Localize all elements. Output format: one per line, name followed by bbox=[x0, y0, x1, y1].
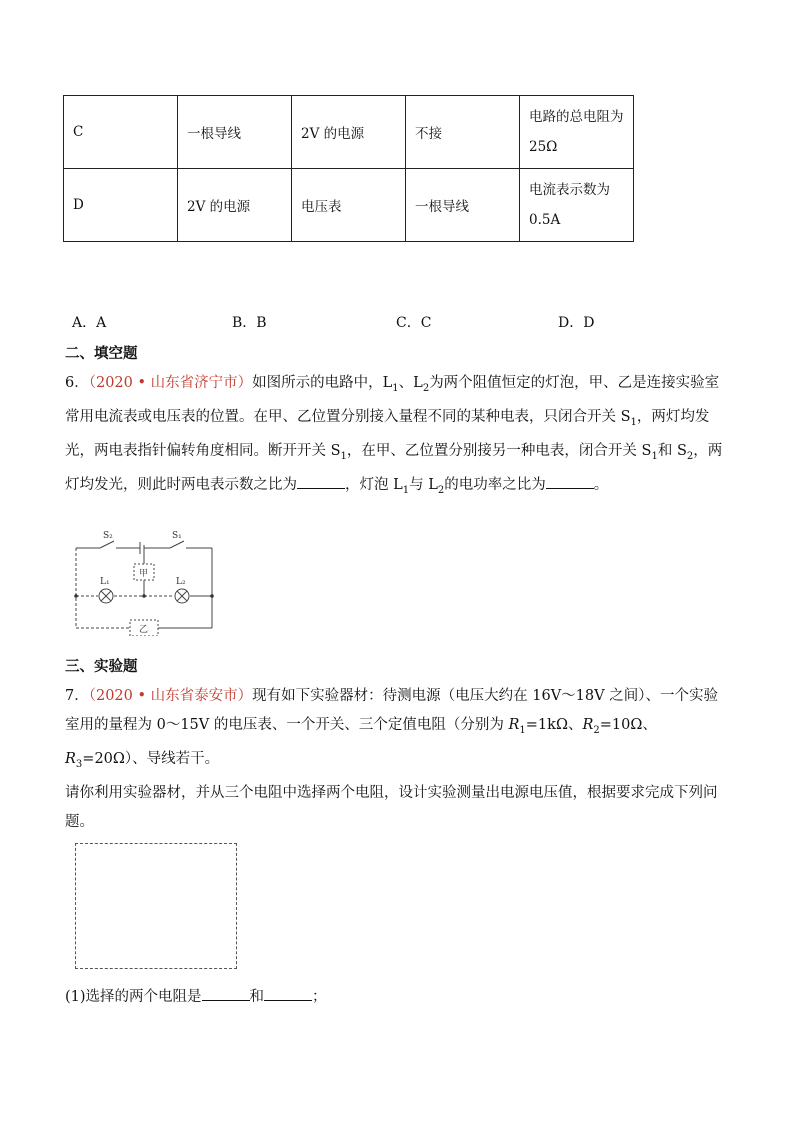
lamp-l2-label: L₂ bbox=[176, 577, 186, 587]
answer-blank[interactable] bbox=[297, 474, 345, 489]
answer-blank[interactable] bbox=[202, 986, 250, 1001]
table-cell: 2V 的电源 bbox=[292, 96, 406, 169]
table-cell bbox=[520, 169, 634, 242]
choice-b[interactable]: B．B bbox=[232, 315, 267, 331]
circuit-drawing-box[interactable] bbox=[75, 843, 237, 969]
table-cell: 2V 的电源 bbox=[178, 169, 292, 242]
circuit-diagram bbox=[70, 528, 220, 636]
question-source: （2020 • 山东省济宁市） bbox=[88, 375, 253, 391]
cell-line: 电流表示数为 bbox=[529, 182, 610, 198]
table-cell: 一根导线 bbox=[178, 96, 292, 169]
table-cell: D bbox=[64, 169, 178, 242]
table-row bbox=[64, 169, 634, 242]
table-row bbox=[64, 96, 634, 169]
options-table bbox=[63, 95, 634, 242]
choice-c[interactable]: C．C bbox=[396, 315, 432, 331]
lamp-l1-label: L₁ bbox=[100, 577, 110, 587]
choice-d[interactable]: D．D bbox=[558, 315, 595, 331]
table-cell: 电压表 bbox=[292, 169, 406, 242]
question-6: 6．（2020 • 山东省济宁市）如图所示的电路中，$L_1$、$L_2$为两个阻值恒定的灯泡，甲、乙是连接实验室常用电流表或电压表的位置。在甲、乙位置分别接入量程不同的某种电表，只闭合开关 $S_1$，两灯均发光，两电表指针偏转角度相同。断开开关 $S_1$，在甲、乙位置分别接另一种电表，闭合开关 $S_1$和 $S_2$，两灯均发光，则此时两电表示数之比为 ，灯泡 $L_1$与 $L_2$的电功率之比为 。 bbox=[65, 375, 723, 496]
table-cell bbox=[520, 96, 634, 169]
table-cell: 不接 bbox=[406, 96, 520, 169]
switch-s1-label: S₁ bbox=[172, 531, 182, 541]
choice-a[interactable]: A．A bbox=[72, 315, 107, 331]
question-7-instruction: 请你利用实验器材，并从三个电阻中选择两个电阻，设计实验测量出电源电压值，根据要求完成下列问题。 bbox=[65, 784, 718, 830]
question-source: （2020 • 山东省泰安市） bbox=[88, 688, 253, 704]
answer-blank[interactable] bbox=[264, 986, 312, 1001]
table-cell: C bbox=[64, 96, 178, 169]
cell-line: 电路的总电阻为 bbox=[529, 109, 624, 125]
question-7: 7．（2020 • 山东省泰安市）现有如下实验器材：待测电源（电压大约在 16V～18V 之间）、一个实验室用的量程为 0～15V 的电压表、一个开关、三个定值电阻（分别为 $R_1=1k\Omega$、$R_2=10\Omega$、$R_3=20\Omega$）、导线若干。 请你利用实验器材，并从三个电阻中选择两个电阻，设计实验测量出电源电压值，根据要求完成下列问题。 bbox=[65, 682, 725, 837]
answer-blank[interactable] bbox=[546, 474, 594, 489]
cell-line: 0.5A bbox=[529, 212, 561, 228]
question-7-part-1: (1)选择的两个电阻是 和 ； bbox=[65, 983, 725, 1012]
switch-s2-label: S₂ bbox=[103, 531, 113, 541]
meter-yi-label: 乙 bbox=[139, 625, 149, 635]
section-title-experiment: 三、实验题 bbox=[65, 659, 138, 675]
section-title-fill-blank: 二、填空题 bbox=[65, 346, 138, 362]
meter-jia-label: 甲 bbox=[139, 569, 149, 579]
table-cell: 一根导线 bbox=[406, 169, 520, 242]
cell-line: 25Ω bbox=[529, 139, 558, 155]
